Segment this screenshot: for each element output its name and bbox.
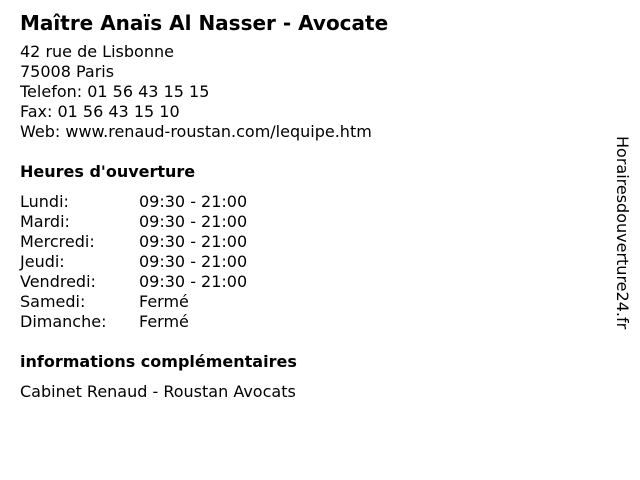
- day-hours: 09:30 - 21:00: [139, 232, 248, 251]
- hours-row-samedi: [20, 292, 600, 312]
- day-label: Jeudi:: [20, 252, 65, 271]
- city: 75008 Paris: [20, 62, 115, 81]
- day-label: Lundi:: [20, 192, 69, 211]
- hours-row-mardi: [20, 212, 600, 232]
- day-hours: Fermé: [139, 292, 189, 311]
- phone-number: Telefon: 01 56 43 15 15: [20, 82, 210, 101]
- day-hours: 09:30 - 21:00: [139, 272, 248, 291]
- day-hours: 09:30 - 21:00: [139, 212, 248, 231]
- day-label: Mardi:: [20, 212, 70, 231]
- hours-row-jeudi: [20, 252, 600, 272]
- info-heading: informations complémentaires: [20, 352, 297, 371]
- address-block: [20, 42, 600, 142]
- business-card: [20, 10, 600, 402]
- info-text: Cabinet Renaud - Roustan Avocats: [20, 382, 296, 401]
- opening-hours-table: [20, 192, 600, 332]
- fax-number: Fax: 01 56 43 15 10: [20, 102, 180, 121]
- day-hours: 09:30 - 21:00: [139, 192, 248, 211]
- hours-row-mercredi: [20, 232, 600, 252]
- hours-heading: Heures d'ouverture: [20, 162, 196, 181]
- day-label: Mercredi:: [20, 232, 95, 251]
- day-label: Vendredi:: [20, 272, 96, 291]
- hours-row-lundi: [20, 192, 600, 212]
- hours-row-vendredi: [20, 272, 600, 292]
- business-name: Maître Anaïs Al Nasser - Avocate: [20, 11, 389, 35]
- day-hours: Fermé: [139, 312, 189, 331]
- hours-row-dimanche: [20, 312, 600, 332]
- website: Web: www.renaud-roustan.com/lequipe.htm: [20, 122, 372, 141]
- day-label: Dimanche:: [20, 312, 107, 331]
- day-hours: 09:30 - 21:00: [139, 252, 248, 271]
- street-address: 42 rue de Lisbonne: [20, 42, 174, 61]
- site-watermark: Horairesdouverture24.fr: [613, 136, 632, 330]
- day-label: Samedi:: [20, 292, 86, 311]
